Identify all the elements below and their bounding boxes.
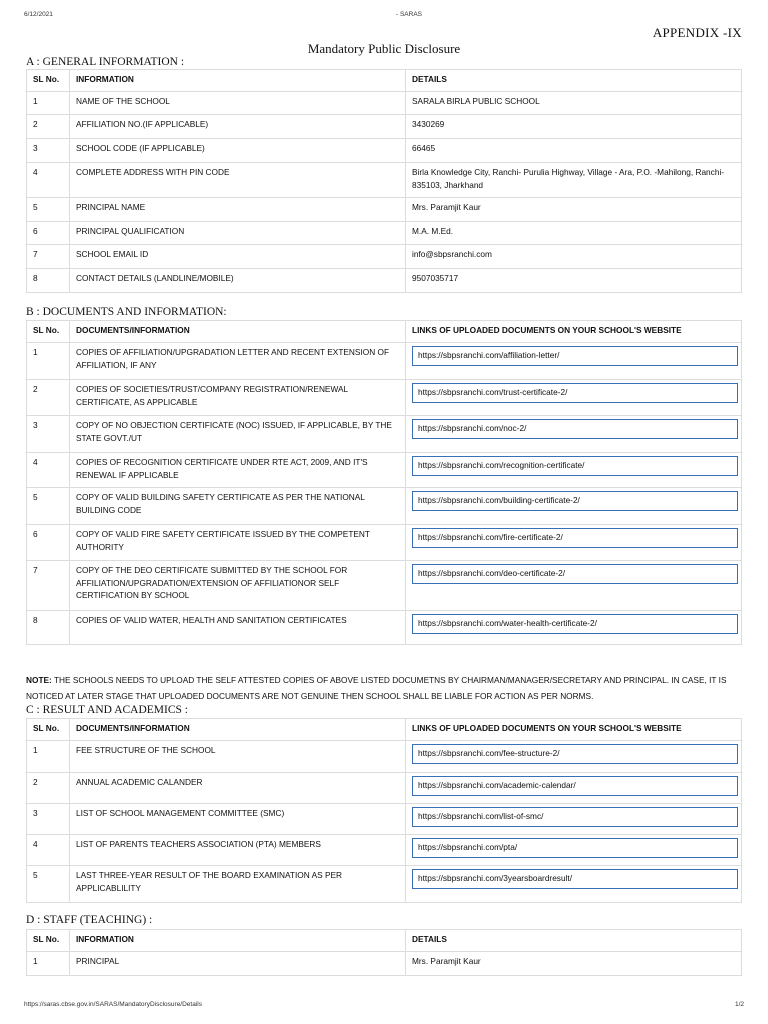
serial-number-cell: 1: [27, 741, 70, 773]
column-header: LINKS OF UPLOADED DOCUMENTS ON YOUR SCHOOL'S WEBSITE: [406, 321, 742, 343]
serial-number-cell: 5: [27, 866, 70, 903]
table-row: [27, 380, 742, 416]
table-header-row: [27, 719, 742, 741]
document-link-field[interactable]: https://sbpsranchi.com/list-of-smc/: [412, 807, 738, 827]
link-cell: [406, 741, 742, 773]
link-cell: [406, 835, 742, 866]
details-cell: Mrs. Paramjit Kaur: [406, 198, 742, 222]
information-cell: AFFILIATION NO.(IF APPLICABLE): [70, 115, 406, 139]
document-link-field[interactable]: https://sbpsranchi.com/affiliation-letter/: [412, 346, 738, 366]
note-text: THE SCHOOLS NEEDS TO UPLOAD THE SELF ATTESTED COPIES OF ABOVE LISTED DOCUMETNS BY CHAIRMAN/MANAGER/SECRETARY AND PRINCIPAL. IN CASE, IT IS NOTICED AT LATER STAGE THAT UPLOADED DOCUMENTS ARE NOT GENUINE THEN SCHOOL SHALL BE LIABLE FOR ACTION AS PER NORMS.: [26, 675, 727, 701]
result-academics-table: [26, 718, 742, 903]
table-row: [27, 343, 742, 380]
information-cell: COPY OF THE DEO CERTIFICATE SUBMITTED BY THE SCHOOL FOR AFFILIATION/UPGRADATION/EXTENSION OF AFFILIATIONOR SELF CERTIFICATION BY SCHOOL: [70, 561, 406, 611]
details-cell: info@sbpsranchi.com: [406, 245, 742, 269]
page-number: 1/2: [734, 1001, 744, 1008]
column-header: LINKS OF UPLOADED DOCUMENTS ON YOUR SCHOOL'S WEBSITE: [406, 719, 742, 741]
link-cell: [406, 866, 742, 903]
page-title: Mandatory Public Disclosure: [307, 41, 461, 56]
serial-number-cell: 5: [27, 198, 70, 222]
table-row: [27, 163, 742, 198]
table-row: [27, 198, 742, 222]
serial-number-cell: 4: [27, 835, 70, 866]
serial-number-cell: 7: [27, 245, 70, 269]
link-cell: [406, 561, 742, 611]
serial-number-cell: 1: [27, 92, 70, 115]
information-cell: NAME OF THE SCHOOL: [70, 92, 406, 115]
staff-table: [26, 929, 742, 976]
link-cell: [406, 453, 742, 488]
table-row: [27, 952, 742, 976]
note: [26, 672, 736, 704]
details-cell: SARALA BIRLA PUBLIC SCHOOL: [406, 92, 742, 115]
serial-number-cell: 1: [27, 343, 70, 380]
serial-number-cell: 2: [27, 773, 70, 804]
information-cell: CONTACT DETAILS (LANDLINE/MOBILE): [70, 269, 406, 293]
serial-number-cell: 5: [27, 488, 70, 525]
footer-url: https://saras.cbse.gov.in/SARAS/MandatoryDisclosure/Details: [24, 1001, 202, 1008]
serial-number-cell: 3: [27, 804, 70, 835]
column-header: DOCUMENTS/INFORMATION: [70, 719, 406, 741]
link-cell: [406, 525, 742, 561]
general-information-table: [26, 69, 742, 293]
information-cell: COPY OF VALID FIRE SAFETY CERTIFICATE ISSUED BY THE COMPETENT AUTHORITY: [70, 525, 406, 561]
table-row: [27, 92, 742, 115]
details-cell: Birla Knowledge City, Ranchi- Purulia Highway, Village - Ara, P.O. -Mahilong, Ranchi- 835103, Jharkhand: [406, 163, 742, 198]
column-header: DOCUMENTS/INFORMATION: [70, 321, 406, 343]
link-cell: [406, 488, 742, 525]
serial-number-cell: 1: [27, 952, 70, 976]
information-cell: COPY OF NO OBJECTION CERTIFICATE (NOC) ISSUED, IF APPLICABLE, BY THE STATE GOVT./UT: [70, 416, 406, 453]
serial-number-cell: 6: [27, 222, 70, 245]
table-row: [27, 222, 742, 245]
section-c-heading: C : RESULT AND ACADEMICS :: [26, 704, 188, 716]
link-cell: [406, 804, 742, 835]
section-a-heading: A : GENERAL INFORMATION :: [26, 56, 185, 68]
print-site-title: - SARAS: [396, 11, 423, 18]
document-link-field[interactable]: https://sbpsranchi.com/building-certificate-2/: [412, 491, 738, 511]
appendix-label: APPENDIX -IX: [652, 25, 742, 40]
link-cell: [406, 611, 742, 645]
information-cell: LIST OF PARENTS TEACHERS ASSOCIATION (PTA) MEMBERS: [70, 835, 406, 866]
serial-number-cell: 4: [27, 453, 70, 488]
document-link-field[interactable]: https://sbpsranchi.com/fee-structure-2/: [412, 744, 738, 764]
column-header: DETAILS: [406, 930, 742, 952]
table-row: [27, 245, 742, 269]
information-cell: COPIES OF RECOGNITION CERTIFICATE UNDER RTE ACT, 2009, AND IT'S RENEWAL IF APPLICABLE: [70, 453, 406, 488]
print-header: [24, 11, 744, 21]
section-b-heading: B : DOCUMENTS AND INFORMATION:: [26, 306, 227, 318]
information-cell: COPIES OF SOCIETIES/TRUST/COMPANY REGISTRATION/RENEWAL CERTIFICATE, AS APPLICABLE: [70, 380, 406, 416]
document-link-field[interactable]: https://sbpsranchi.com/3yearsboardresult/: [412, 869, 738, 889]
serial-number-cell: 8: [27, 269, 70, 293]
serial-number-cell: 2: [27, 115, 70, 139]
table-row: [27, 525, 742, 561]
details-cell: 66465: [406, 139, 742, 163]
link-cell: [406, 343, 742, 380]
information-cell: PRINCIPAL QUALIFICATION: [70, 222, 406, 245]
table-row: [27, 269, 742, 293]
table-row: [27, 866, 742, 903]
details-cell: 3430269: [406, 115, 742, 139]
document-link-field[interactable]: https://sbpsranchi.com/deo-certificate-2/: [412, 564, 738, 584]
details-cell: M.A. M.Ed.: [406, 222, 742, 245]
column-header: INFORMATION: [70, 930, 406, 952]
information-cell: COPY OF VALID BUILDING SAFETY CERTIFICATE AS PER THE NATIONAL BUILDING CODE: [70, 488, 406, 525]
table-row: [27, 488, 742, 525]
document-link-field[interactable]: https://sbpsranchi.com/academic-calendar/: [412, 776, 738, 796]
column-header: SL No.: [27, 321, 70, 343]
table-row: [27, 115, 742, 139]
serial-number-cell: 2: [27, 380, 70, 416]
column-header: SL No.: [27, 719, 70, 741]
link-cell: [406, 416, 742, 453]
note-label: NOTE:: [26, 675, 52, 685]
table-row: [27, 611, 742, 645]
document-link-field[interactable]: https://sbpsranchi.com/water-health-certificate-2/: [412, 614, 738, 634]
details-cell: Mrs. Paramjit Kaur: [406, 952, 742, 976]
information-cell: LIST OF SCHOOL MANAGEMENT COMMITTEE (SMC): [70, 804, 406, 835]
print-footer: [24, 1001, 744, 1011]
document-link-field[interactable]: https://sbpsranchi.com/fire-certificate-2/: [412, 528, 738, 548]
table-header-row: [27, 321, 742, 343]
details-cell: 9507035717: [406, 269, 742, 293]
documents-table: [26, 320, 742, 645]
print-date: 6/12/2021: [24, 11, 53, 18]
table-header-row: [27, 930, 742, 952]
table-row: [27, 835, 742, 866]
serial-number-cell: 6: [27, 525, 70, 561]
table-row: [27, 416, 742, 453]
information-cell: LAST THREE-YEAR RESULT OF THE BOARD EXAMINATION AS PER APPLICABLILITY: [70, 866, 406, 903]
document-link-field[interactable]: https://sbpsranchi.com/trust-certificate-2/: [412, 383, 738, 403]
information-cell: COPIES OF VALID WATER, HEALTH AND SANITATION CERTIFICATES: [70, 611, 406, 645]
column-header: SL No.: [27, 930, 70, 952]
table-row: [27, 741, 742, 773]
serial-number-cell: 7: [27, 561, 70, 611]
column-header: INFORMATION: [70, 70, 406, 92]
table-header-row: [27, 70, 742, 92]
document-link-field[interactable]: https://sbpsranchi.com/recognition-certificate/: [412, 456, 738, 476]
column-header: DETAILS: [406, 70, 742, 92]
document-link-field[interactable]: https://sbpsranchi.com/pta/: [412, 838, 738, 858]
column-header: SL No.: [27, 70, 70, 92]
information-cell: COPIES OF AFFILIATION/UPGRADATION LETTER AND RECENT EXTENSION OF AFFILIATION, IF ANY: [70, 343, 406, 380]
table-row: [27, 804, 742, 835]
table-row: [27, 453, 742, 488]
serial-number-cell: 3: [27, 139, 70, 163]
link-cell: [406, 380, 742, 416]
information-cell: FEE STRUCTURE OF THE SCHOOL: [70, 741, 406, 773]
table-row: [27, 139, 742, 163]
information-cell: SCHOOL EMAIL ID: [70, 245, 406, 269]
information-cell: PRINCIPAL NAME: [70, 198, 406, 222]
serial-number-cell: 4: [27, 163, 70, 198]
section-d-heading: D : STAFF (TEACHING) :: [26, 914, 153, 926]
table-row: [27, 773, 742, 804]
link-cell: [406, 773, 742, 804]
information-cell: PRINCIPAL: [70, 952, 406, 976]
table-row: [27, 561, 742, 611]
information-cell: ANNUAL ACADEMIC CALANDER: [70, 773, 406, 804]
serial-number-cell: 8: [27, 611, 70, 645]
information-cell: SCHOOL CODE (IF APPLICABLE): [70, 139, 406, 163]
information-cell: COMPLETE ADDRESS WITH PIN CODE: [70, 163, 406, 198]
serial-number-cell: 3: [27, 416, 70, 453]
document-link-field[interactable]: https://sbpsranchi.com/noc-2/: [412, 419, 738, 439]
